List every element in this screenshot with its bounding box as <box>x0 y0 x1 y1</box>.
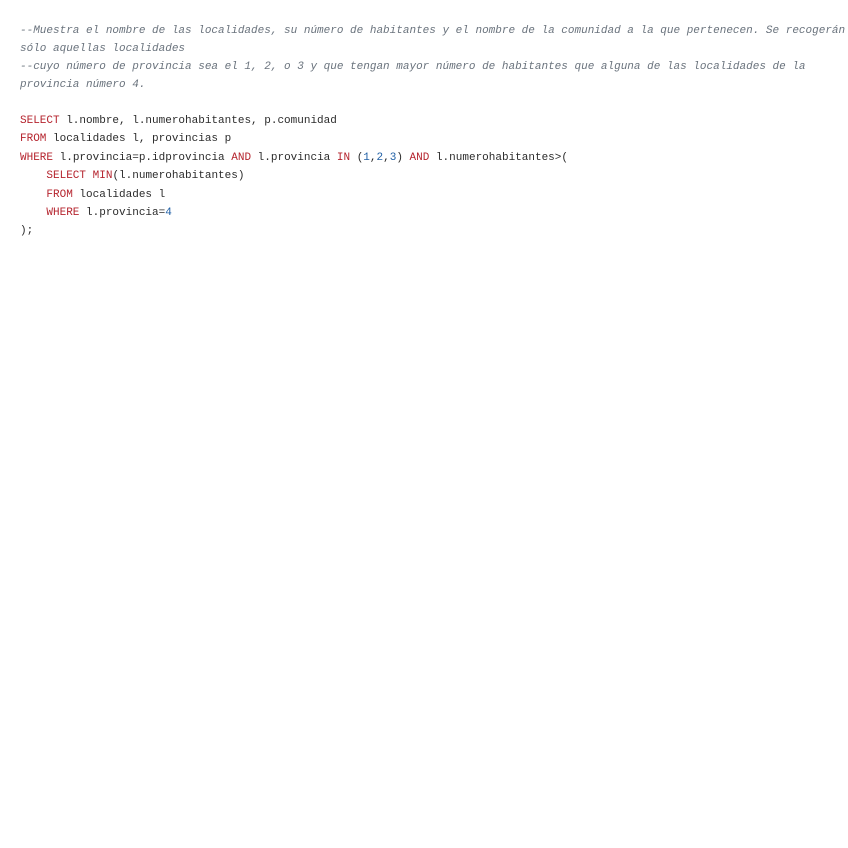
indent <box>20 207 46 219</box>
indent <box>20 189 46 201</box>
keyword-in: IN <box>336 151 351 164</box>
select-columns: l.nombre, l.numerohabitantes, p.comunidad <box>59 115 337 127</box>
code-line-subquery-select <box>20 167 846 185</box>
number-literal: 3 <box>389 151 397 164</box>
keyword-from: FROM <box>46 188 73 201</box>
close-paren-semicolon: ); <box>20 225 34 238</box>
indent <box>20 170 46 182</box>
code-line-select <box>20 112 846 130</box>
code-line-where <box>20 149 846 167</box>
sql-comment-block <box>20 22 846 94</box>
keyword-from: FROM <box>20 133 47 146</box>
code-line-from <box>20 130 846 148</box>
where-join-condition: l.provincia=p.idprovincia <box>53 151 232 164</box>
where-province-field: l.provincia <box>251 151 337 164</box>
sql-comment-line-1: --Muestra el nombre de las localidades, su número de habitantes y el nombre de la comunidad a la que pertenecen. Se recogerán sólo aquellas localidades <box>20 25 846 55</box>
comma: , <box>383 151 390 164</box>
subquery-table: localidades l <box>72 188 166 201</box>
min-argument: (l.numerohabitantes) <box>112 170 245 183</box>
number-literal: 4 <box>165 207 172 220</box>
number-literal: 1 <box>363 151 370 164</box>
in-open-paren: ( <box>350 151 364 164</box>
keyword-where: WHERE <box>46 207 80 220</box>
sql-comment-line-2: --cuyo número de provincia sea el 1, 2, o 3 y que tengan mayor número de habitantes que alguna de las localidades de la provincia número 4. <box>20 61 806 91</box>
keyword-select: SELECT <box>46 170 87 183</box>
sql-editor[interactable] <box>20 22 846 241</box>
keyword-and: AND <box>409 151 430 164</box>
space <box>86 170 93 182</box>
subquery-condition: l.provincia= <box>79 207 166 220</box>
where-population-condition: l.numerohabitantes>( <box>429 151 568 164</box>
number-literal: 2 <box>376 151 384 164</box>
code-line-subquery-where <box>20 204 846 222</box>
blank-line <box>20 94 846 112</box>
from-tables: localidades l, provincias p <box>46 133 232 146</box>
comma: , <box>369 151 377 164</box>
keyword-and: AND <box>231 151 252 164</box>
function-min: MIN <box>92 170 113 183</box>
keyword-select: SELECT <box>20 115 60 127</box>
keyword-where: WHERE <box>20 151 54 164</box>
code-line-subquery-from <box>20 186 846 204</box>
code-line-close <box>20 222 846 240</box>
in-close-paren: ) <box>396 151 410 164</box>
